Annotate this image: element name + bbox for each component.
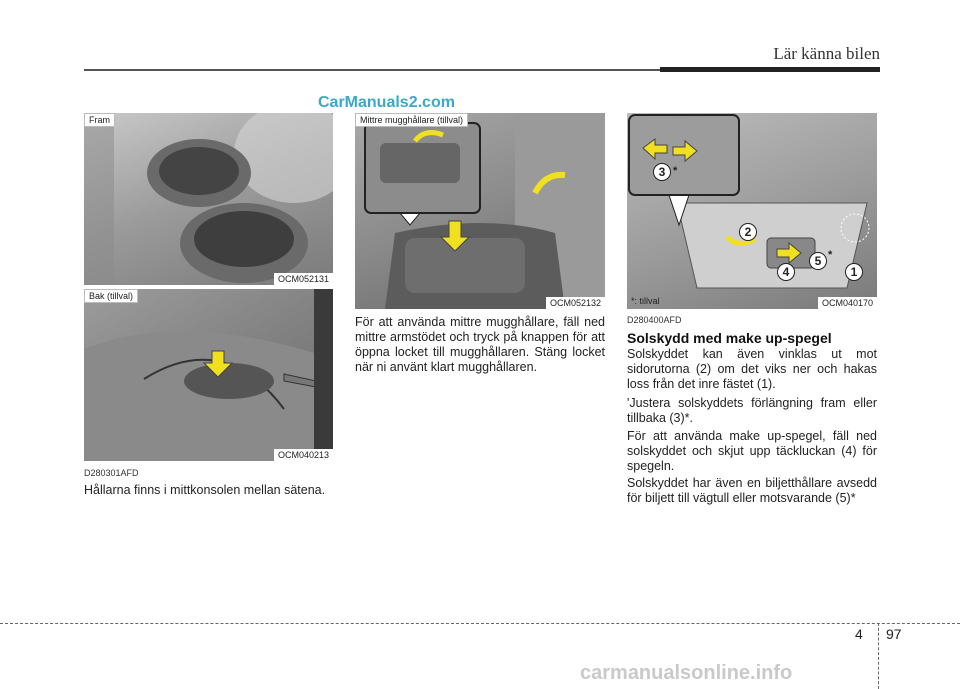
footer-rule — [0, 623, 960, 624]
callout-4: 4 — [777, 263, 795, 281]
callout-3: 3 — [653, 163, 671, 181]
visor-paragraph-4: Solskyddet har även en biljetthållare avsedd för biljett till vägtull eller motsvarande (5)* — [627, 476, 877, 505]
figure-middle-cupholder — [355, 113, 605, 309]
figure-code-middle: OCM052132 — [546, 297, 605, 309]
visor-paragraph-1: Solskyddet kan även vinklas ut mot sidorutorna (2) om det viks ner och hakas loss från det inre fästet (1). — [627, 347, 877, 391]
section-heading-visor: Solskydd med make up-spegel — [627, 330, 832, 346]
visor-paragraph-3: För att använda make up-spegel, fäll ned solskyddet och skjut upp täckluckan (4) för spegeln. — [627, 429, 877, 473]
cupholder-text: Hållarna finns i mittkonsolen mellan sätena. — [84, 483, 326, 497]
header-rule-thick — [660, 67, 880, 72]
visor-paragraph-2: 'Justera solskyddets förlängning fram eller tillbaka (3)*. — [627, 396, 877, 425]
chapter-title: Lär känna bilen — [773, 44, 880, 63]
section-code-visor: D280400AFD — [627, 315, 682, 325]
sun-visor-illustration — [627, 113, 877, 309]
page-chapter-number: 4 — [855, 626, 863, 642]
cupholder-illustration — [84, 113, 333, 285]
watermark-top[interactable]: CarManuals2.com — [318, 94, 455, 111]
callout-1: 1 — [845, 263, 863, 281]
watermark-bottom[interactable]: carmanualsonline.info — [580, 662, 793, 684]
middle-cupholder-text: För att använda mittre mugghållare, fäll ned mittre armstödet och tryck på knappen för att öppna locket till mugghållaren. Stäng locket när ni använt klart mugghållaren. — [355, 315, 605, 374]
figure-label-middle: Mittre mugghållare (tillval) — [355, 113, 468, 127]
figure-rear-cupholder — [84, 289, 333, 461]
footer-divider — [878, 623, 880, 689]
page-number: 97 — [886, 626, 902, 642]
rear-cupholder-illustration — [84, 289, 333, 461]
callout-2: 2 — [739, 223, 757, 241]
callout-star-3: * — [673, 165, 678, 177]
figure-label-front: Fram — [84, 113, 115, 127]
section-code-cupholder: D280301AFD — [84, 468, 139, 478]
callout-star-5: * — [828, 249, 833, 261]
middle-cupholder-illustration — [355, 113, 605, 309]
figure-code-front: OCM052131 — [274, 273, 333, 285]
figure-code-rear: OCM040213 — [274, 449, 333, 461]
callout-5: 5 — [809, 252, 827, 270]
figure-code-visor: OCM040170 — [818, 297, 877, 309]
figure-label-rear: Bak (tillval) — [84, 289, 138, 303]
figure-sun-visor — [627, 113, 877, 309]
header-rule — [84, 69, 664, 71]
figure-front-cupholder — [84, 113, 333, 285]
inset-box — [365, 123, 480, 225]
figure-note: *: tillval — [631, 296, 660, 306]
